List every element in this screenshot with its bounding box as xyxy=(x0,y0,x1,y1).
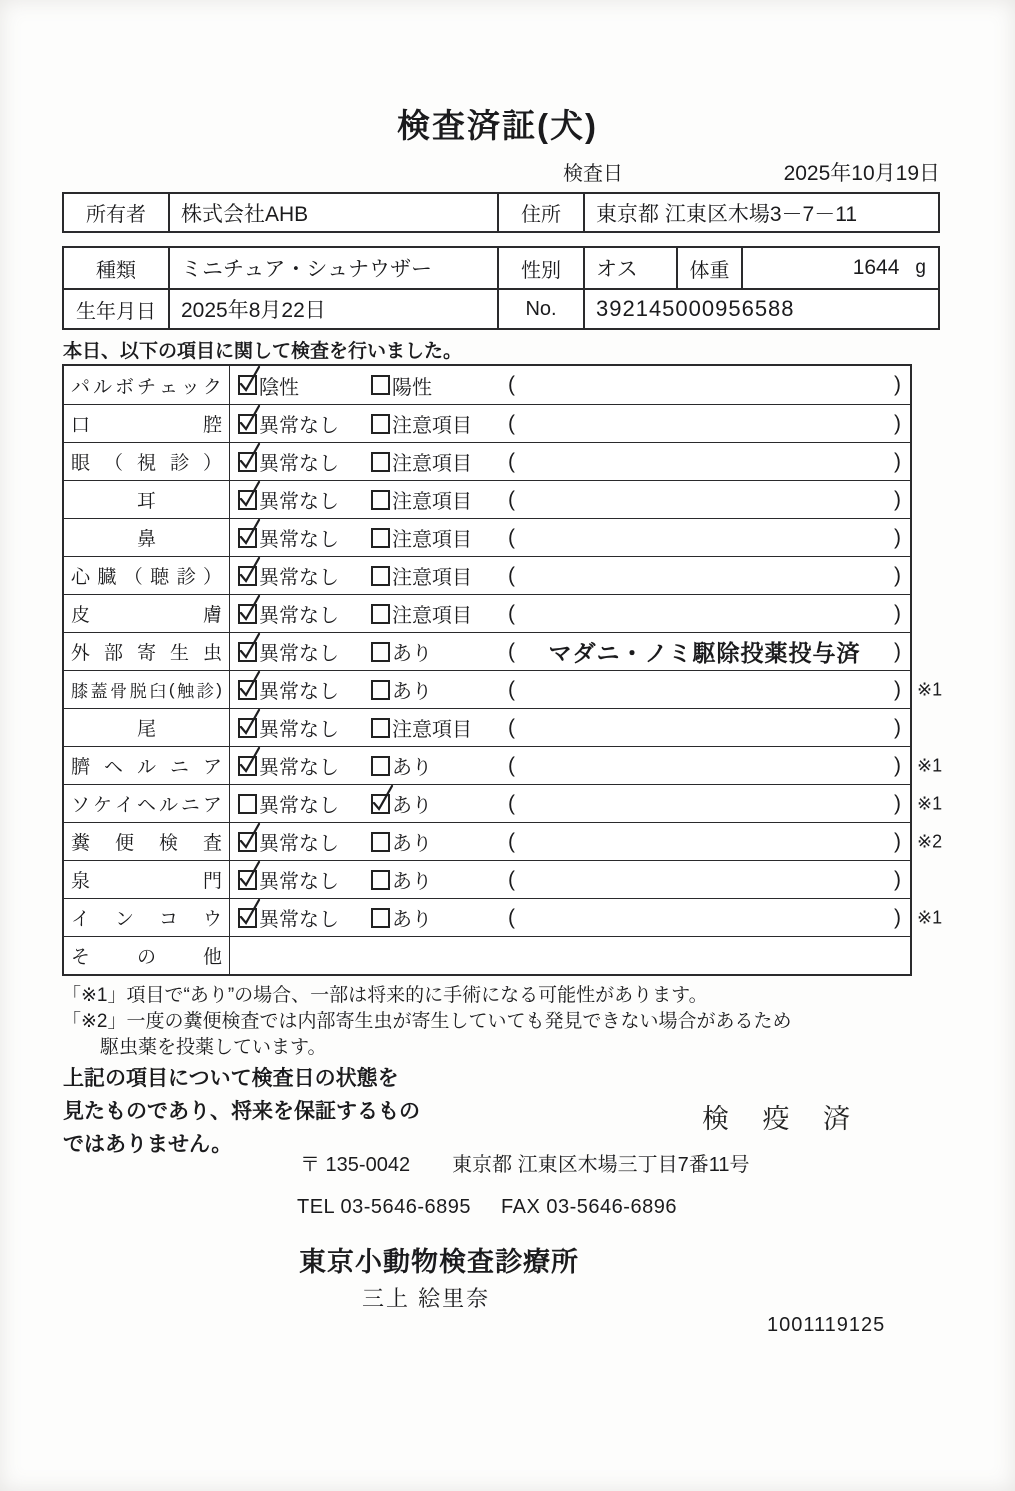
paren-open: ( xyxy=(508,867,515,891)
inspection-table xyxy=(62,364,943,976)
checkbox xyxy=(238,718,257,738)
paren-open: ( xyxy=(508,677,515,701)
row-content xyxy=(230,595,910,632)
paren-open: ( xyxy=(508,373,515,396)
row-label: 泉 門 xyxy=(64,861,230,898)
row-label: 糞 便 検 査 xyxy=(64,823,230,860)
paren-close: ) xyxy=(894,525,901,549)
footnote-2: 「※2」一度の糞便検査では内部寄生虫が寄生していても発見できない場合があるため xyxy=(62,1011,792,1032)
sex-label: 性別 xyxy=(497,248,583,288)
option-1-label: 異常なし xyxy=(259,871,339,893)
option-1-slot xyxy=(238,371,371,400)
checkbox xyxy=(238,832,257,852)
row-content xyxy=(230,633,910,670)
paren-open: ( xyxy=(508,563,515,587)
disclaimer-line-3: ではありません。 xyxy=(63,1133,233,1156)
paren-close: ) xyxy=(894,373,901,396)
checkbox xyxy=(371,756,390,776)
checkbox xyxy=(371,908,390,928)
option-2-slot xyxy=(371,637,508,666)
remarks-field xyxy=(508,602,910,626)
table-row xyxy=(64,404,910,442)
phone-line xyxy=(297,1196,677,1219)
option-2-slot xyxy=(371,371,508,400)
option-2-label: 注意項目 xyxy=(392,491,472,513)
checkbox xyxy=(371,452,390,472)
inspection-date-value: 2025年10月19日 xyxy=(783,162,940,185)
footnote-marker: ※2 xyxy=(917,831,943,851)
id-number-value: 392145000956588 xyxy=(583,290,938,328)
checkbox xyxy=(238,794,257,814)
remarks-field xyxy=(508,526,910,550)
row-label: 皮 膚 xyxy=(64,595,230,632)
remarks-field xyxy=(508,754,910,778)
weight-value: 1644 xyxy=(852,256,900,279)
row-label: パ ル ボ チ ェ ッ ク xyxy=(64,366,230,404)
paren-close: ) xyxy=(894,449,901,473)
page-title: 検査済証(犬) xyxy=(397,107,598,144)
option-2-slot xyxy=(371,865,508,894)
tel-number: TEL 03-5646-6895 xyxy=(297,1196,472,1218)
option-1-label: 異常なし xyxy=(259,605,339,627)
footnotes-block xyxy=(62,983,792,1061)
footnote-marker: ※1 xyxy=(917,679,943,699)
animal-table xyxy=(62,246,940,330)
row-label: 口 腔 xyxy=(64,405,230,442)
document-number: 1001119125 xyxy=(767,1314,886,1336)
remarks-field xyxy=(508,488,910,512)
remarks-field xyxy=(508,792,910,816)
paren-open: ( xyxy=(508,905,515,929)
option-1-label: 異常なし xyxy=(259,757,339,779)
disclaimer-block xyxy=(63,1062,420,1161)
option-2-label: あり xyxy=(392,643,432,665)
footnote-marker: ※1 xyxy=(917,907,943,927)
row-label: ソ ケ イ ヘ ル ニ ア xyxy=(64,785,230,822)
checkbox xyxy=(371,490,390,510)
clinic-address: 東京都 江東区木場三丁目7番11号 xyxy=(452,1154,750,1176)
row-content xyxy=(230,937,910,974)
checkbox xyxy=(238,566,257,586)
paren-open: ( xyxy=(508,753,515,777)
option-2-slot xyxy=(371,409,508,438)
table-row xyxy=(64,822,943,860)
remarks-field xyxy=(508,635,910,668)
paren-open: ( xyxy=(508,639,515,663)
table-row xyxy=(64,556,910,594)
option-1-slot xyxy=(238,675,371,704)
paren-open: ( xyxy=(508,449,515,473)
row-content xyxy=(230,785,910,822)
checkbox xyxy=(371,642,390,662)
table-row xyxy=(64,366,910,404)
option-2-label: あり xyxy=(392,871,432,893)
checkbox xyxy=(238,452,257,472)
option-1-label: 異常なし xyxy=(259,567,339,589)
option-1-slot xyxy=(238,903,371,932)
option-1-slot xyxy=(238,523,371,552)
checkbox xyxy=(238,908,257,928)
option-2-label: 注意項目 xyxy=(392,605,472,627)
option-1-slot xyxy=(238,599,371,628)
option-2-slot xyxy=(371,713,508,742)
weight-unit: g xyxy=(915,257,926,278)
option-2-slot xyxy=(371,903,508,932)
option-1-label: 異常なし xyxy=(259,415,339,437)
paren-close: ) xyxy=(894,753,901,777)
option-2-label: あり xyxy=(392,833,432,855)
paren-close: ) xyxy=(894,639,901,663)
checkbox xyxy=(238,604,257,624)
option-2-label: 注意項目 xyxy=(392,415,472,437)
option-1-slot xyxy=(238,485,371,514)
paren-open: ( xyxy=(508,487,515,511)
table-row xyxy=(64,594,910,632)
remarks-field xyxy=(508,373,910,397)
paren-close: ) xyxy=(894,487,901,511)
option-1-label: 異常なし xyxy=(259,719,339,741)
footnote-marker: ※1 xyxy=(917,755,943,775)
remarks-field xyxy=(508,564,910,588)
postal-code: 〒 135-0042 xyxy=(300,1154,411,1176)
option-1-label: 異常なし xyxy=(259,833,339,855)
option-2-slot xyxy=(371,675,508,704)
paren-open: ( xyxy=(508,715,515,739)
disclaimer-line-2: 見たものであり、将来を保証するもの xyxy=(63,1100,420,1123)
paren-open: ( xyxy=(508,791,515,815)
row-content xyxy=(230,557,910,594)
animal-table-row-2 xyxy=(64,290,938,328)
option-2-label: あり xyxy=(392,757,432,779)
table-row xyxy=(64,898,943,936)
row-content xyxy=(230,481,910,518)
paren-close: ) xyxy=(894,791,901,815)
row-content xyxy=(230,405,910,442)
checkbox xyxy=(238,528,257,548)
checkbox xyxy=(238,414,257,434)
clinic-address-line xyxy=(300,1148,750,1177)
remarks-field xyxy=(508,906,910,930)
remarks-field xyxy=(508,412,910,436)
option-1-label: 異常なし xyxy=(259,491,339,513)
row-label: 耳 xyxy=(64,481,230,518)
option-2-label: あり xyxy=(392,681,432,703)
weight-label: 体重 xyxy=(676,248,741,288)
checkbox xyxy=(371,414,390,434)
paren-close: ) xyxy=(894,829,901,853)
option-1-slot xyxy=(238,751,371,780)
animal-table-row-1 xyxy=(64,248,938,290)
paren-close: ) xyxy=(894,411,901,435)
paren-open: ( xyxy=(508,525,515,549)
paren-open: ( xyxy=(508,601,515,625)
paren-close: ) xyxy=(894,677,901,701)
remarks-text: マダニ・ノミ駆除投薬投与済 xyxy=(548,640,861,666)
option-1-label: 陰性 xyxy=(259,376,299,399)
table-row xyxy=(64,442,910,480)
option-2-slot xyxy=(371,485,508,514)
id-number-label: No. xyxy=(497,290,583,328)
row-label: 膝 蓋 骨 脱 臼 ( 触 診 ) xyxy=(64,671,230,708)
row-label: 尾 xyxy=(64,709,230,746)
paren-close: ) xyxy=(894,905,901,929)
disclaimer-line-1: 上記の項目について検査日の状態を xyxy=(63,1067,399,1090)
owner-table xyxy=(62,192,940,233)
row-label: そ の 他 xyxy=(64,937,230,974)
remarks-field xyxy=(508,868,910,892)
checkbox xyxy=(371,566,390,586)
breed-label: 種類 xyxy=(96,259,136,282)
table-row xyxy=(64,670,943,708)
inspection-date-label: 検査日 xyxy=(563,163,623,185)
footnote-1: 「※1」項目で“あり”の場合、一部は将来的に手術になる可能性があります。 xyxy=(62,985,708,1006)
option-2-label: 注意項目 xyxy=(392,719,472,741)
birthdate-value: 2025年8月22日 xyxy=(168,290,497,328)
option-1-label: 異常なし xyxy=(259,795,339,817)
option-2-slot xyxy=(371,827,508,856)
remarks-field xyxy=(508,716,910,740)
table-row xyxy=(64,708,910,746)
row-label: 眼 （ 視 診 ） xyxy=(64,443,230,480)
row-label: 外 部 寄 生 虫 xyxy=(64,633,230,670)
option-2-label: あり xyxy=(392,795,432,817)
checkbox xyxy=(371,794,390,814)
option-1-label: 異常なし xyxy=(259,681,339,703)
checkbox xyxy=(238,680,257,700)
paren-open: ( xyxy=(508,829,515,853)
checkbox xyxy=(371,680,390,700)
table-row xyxy=(64,632,910,670)
veterinarian-name: 三上 絵里奈 xyxy=(362,1286,491,1311)
paren-close: ) xyxy=(894,867,901,891)
checkbox xyxy=(238,642,257,662)
option-1-slot xyxy=(238,713,371,742)
option-2-slot xyxy=(371,561,508,590)
checkbox xyxy=(371,375,390,395)
fax-number: FAX 03-5646-6896 xyxy=(501,1196,677,1218)
checkbox xyxy=(238,870,257,890)
option-2-slot xyxy=(371,751,508,780)
row-content xyxy=(230,899,910,936)
option-2-label: 注意項目 xyxy=(392,453,472,475)
option-1-slot xyxy=(238,447,371,476)
quarantine-stamp: 検 疫 済 xyxy=(702,1104,864,1134)
birthdate-label: 生年月日 xyxy=(76,300,156,323)
option-2-slot xyxy=(371,599,508,628)
remarks-field xyxy=(508,830,910,854)
intro-text: 本日、以下の項目に関して検査を行いました。 xyxy=(63,341,463,362)
table-row xyxy=(64,860,910,898)
checkbox xyxy=(371,832,390,852)
table-row xyxy=(64,480,910,518)
option-2-label: あり xyxy=(392,909,432,931)
table-row xyxy=(64,518,910,556)
paren-close: ) xyxy=(894,715,901,739)
table-row xyxy=(64,784,943,822)
option-2-slot xyxy=(371,447,508,476)
paren-open: ( xyxy=(508,411,515,435)
option-1-slot xyxy=(238,637,371,666)
checkbox xyxy=(371,528,390,548)
option-1-label: 異常なし xyxy=(259,453,339,475)
remarks-field xyxy=(508,678,910,702)
option-2-label: 注意項目 xyxy=(392,567,472,589)
checkbox xyxy=(371,604,390,624)
address-label: 住所 xyxy=(497,194,583,231)
row-label: 鼻 xyxy=(64,519,230,556)
option-1-slot xyxy=(238,789,371,818)
row-content xyxy=(230,709,910,746)
option-2-slot xyxy=(371,523,508,552)
option-1-slot xyxy=(238,409,371,438)
owner-value: 株式会社AHB xyxy=(168,194,497,231)
breed-value: ミニチュア・シュナウザー xyxy=(168,248,497,288)
remarks-field xyxy=(508,450,910,474)
row-label: 臍 ヘ ル ニ ア xyxy=(64,747,230,784)
sex-value: オス xyxy=(583,248,676,288)
checkbox xyxy=(371,718,390,738)
option-2-label: 注意項目 xyxy=(392,529,472,551)
row-content xyxy=(230,519,910,556)
table-row xyxy=(64,936,910,974)
footnote-marker: ※1 xyxy=(917,793,943,813)
option-1-slot xyxy=(238,865,371,894)
option-2-label: 陽性 xyxy=(392,376,432,399)
checkbox xyxy=(238,375,257,395)
row-content xyxy=(230,366,910,404)
owner-label: 所有者 xyxy=(86,204,146,226)
footnote-2-continued: 駆虫薬を投薬しています。 xyxy=(100,1037,327,1058)
checkbox xyxy=(238,756,257,776)
row-content xyxy=(230,823,910,860)
paren-close: ) xyxy=(894,563,901,587)
paren-close: ) xyxy=(894,601,901,625)
row-content xyxy=(230,747,910,784)
inspection-date-row xyxy=(563,157,940,187)
row-label: 心 臓 （ 聴 診 ） xyxy=(64,557,230,594)
option-2-slot xyxy=(371,789,508,818)
option-1-label: 異常なし xyxy=(259,909,339,931)
row-content xyxy=(230,443,910,480)
option-1-label: 異常なし xyxy=(259,643,339,665)
option-1-label: 異常なし xyxy=(259,529,339,551)
clinic-name: 東京小動物検査診療所 xyxy=(299,1247,579,1277)
row-label: イ ン コ ウ xyxy=(64,899,230,936)
row-content xyxy=(230,671,910,708)
checkbox xyxy=(238,490,257,510)
weight-value-cell xyxy=(741,248,938,288)
option-1-slot xyxy=(238,561,371,590)
checkbox xyxy=(371,870,390,890)
row-content xyxy=(230,861,910,898)
address-value: 東京都 江東区木場3－7－11 xyxy=(583,194,938,231)
table-row xyxy=(64,746,943,784)
option-1-slot xyxy=(238,827,371,856)
